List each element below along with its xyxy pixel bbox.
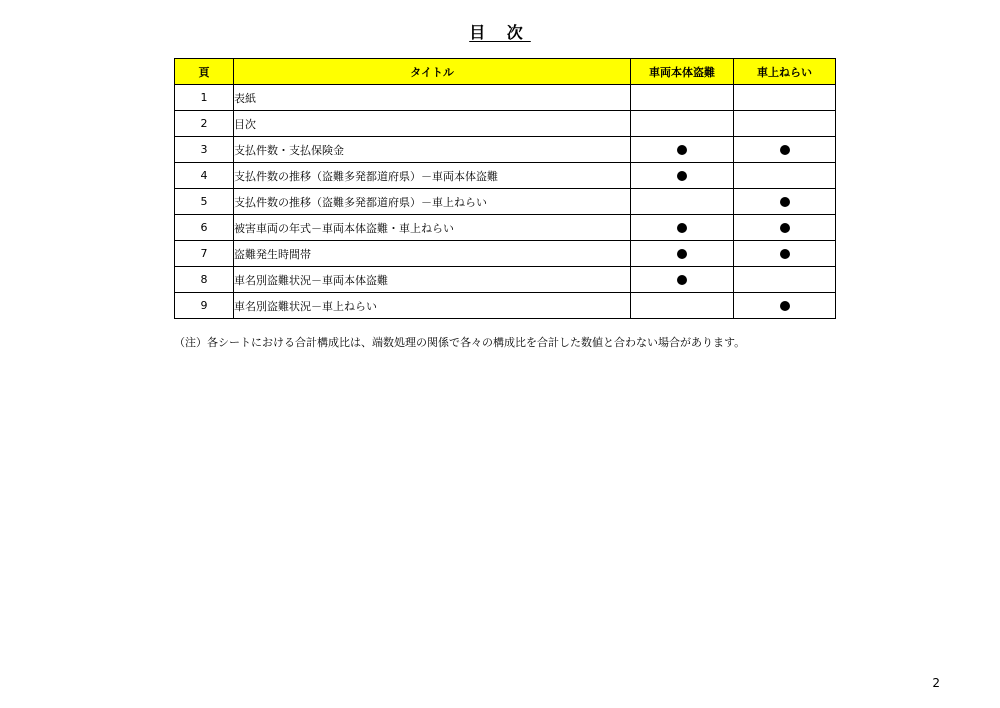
table-header-row — [175, 59, 836, 85]
filled-circle-icon — [677, 275, 687, 285]
filled-circle-icon — [780, 145, 790, 155]
row-page-number: 2 — [175, 111, 234, 137]
row-page-number: 7 — [175, 241, 234, 267]
row-title: 被害車両の年式－車両本体盗難・車上ねらい — [234, 215, 631, 241]
table-body — [175, 85, 836, 319]
filled-circle-icon — [677, 171, 687, 181]
row-title: 車名別盗難状況－車両本体盗難 — [234, 267, 631, 293]
table-row — [175, 111, 836, 137]
filled-circle-icon — [677, 223, 687, 233]
table-row — [175, 241, 836, 267]
table-row — [175, 293, 836, 319]
row-page-number: 1 — [175, 85, 234, 111]
row-on-vehicle-theft-cell — [734, 111, 836, 137]
page-title: 目 次 — [469, 23, 531, 42]
row-title: 表紙 — [234, 85, 631, 111]
row-body-theft-cell — [631, 241, 734, 267]
row-title: 車名別盗難状況－車上ねらい — [234, 293, 631, 319]
toc-table — [174, 58, 836, 319]
filled-circle-icon — [780, 249, 790, 259]
filled-circle-icon — [780, 223, 790, 233]
filled-circle-icon — [780, 197, 790, 207]
row-on-vehicle-theft-cell — [734, 189, 836, 215]
table-row — [175, 137, 836, 163]
row-on-vehicle-theft-cell — [734, 137, 836, 163]
table-row — [175, 85, 836, 111]
row-title: 盗難発生時間帯 — [234, 241, 631, 267]
row-body-theft-cell — [631, 111, 734, 137]
row-on-vehicle-theft-cell — [734, 267, 836, 293]
row-body-theft-cell — [631, 189, 734, 215]
row-page-number: 4 — [175, 163, 234, 189]
filled-circle-icon — [677, 249, 687, 259]
row-body-theft-cell — [631, 215, 734, 241]
filled-circle-icon — [780, 301, 790, 311]
header-title: タイトル — [234, 59, 631, 85]
page-number: 2 — [932, 676, 940, 690]
row-on-vehicle-theft-cell — [734, 163, 836, 189]
row-title: 支払件数・支払保険金 — [234, 137, 631, 163]
row-title: 目次 — [234, 111, 631, 137]
row-body-theft-cell — [631, 267, 734, 293]
row-page-number: 8 — [175, 267, 234, 293]
row-page-number: 6 — [175, 215, 234, 241]
table-row — [175, 189, 836, 215]
footnote: （注）各シートにおける合計構成比は、端数処理の関係で各々の構成比を合計した数値と合わない場合があります。 — [174, 336, 746, 349]
row-on-vehicle-theft-cell — [734, 215, 836, 241]
row-on-vehicle-theft-cell — [734, 85, 836, 111]
header-page: 頁 — [175, 59, 234, 85]
row-title: 支払件数の推移（盗難多発都道府県）－車両本体盗難 — [234, 163, 631, 189]
filled-circle-icon — [677, 145, 687, 155]
header-on-vehicle-theft: 車上ねらい — [734, 59, 836, 85]
header-body-theft: 車両本体盗難 — [631, 59, 734, 85]
row-on-vehicle-theft-cell — [734, 293, 836, 319]
row-body-theft-cell — [631, 85, 734, 111]
row-body-theft-cell — [631, 293, 734, 319]
row-body-theft-cell — [631, 137, 734, 163]
row-page-number: 9 — [175, 293, 234, 319]
row-on-vehicle-theft-cell — [734, 241, 836, 267]
row-title: 支払件数の推移（盗難多発都道府県）－車上ねらい — [234, 189, 631, 215]
table-row — [175, 215, 836, 241]
row-page-number: 3 — [175, 137, 234, 163]
table-row — [175, 163, 836, 189]
table-row — [175, 267, 836, 293]
row-page-number: 5 — [175, 189, 234, 215]
row-body-theft-cell — [631, 163, 734, 189]
